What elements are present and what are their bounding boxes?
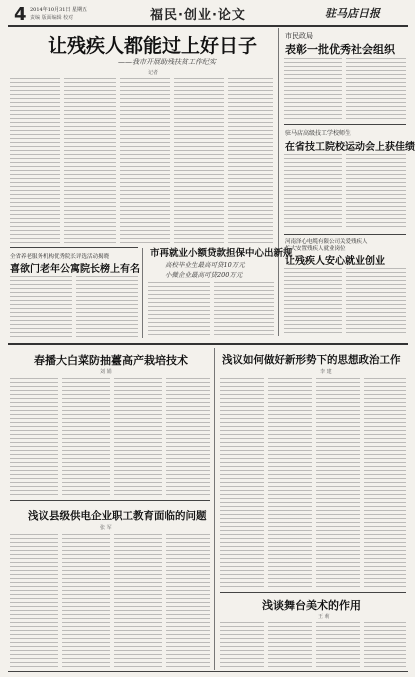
right-mid-body-2	[346, 154, 406, 230]
left-mid-kicker: 全省养老服务机构优秀院长评选活动揭晓	[10, 254, 110, 260]
bottom-right-body-4	[364, 622, 406, 668]
bottom-left-title: 浅议县级供电企业职工教育面临的问题	[28, 510, 207, 522]
band-right-title: 浅议如何做好新形势下的思想政治工作	[222, 354, 401, 366]
band-right-byline: 李 建	[320, 369, 332, 375]
band-right-body-1	[220, 378, 264, 588]
mid-divider	[142, 248, 143, 338]
right-low-body-2	[346, 268, 406, 334]
right-rule-2	[284, 234, 406, 235]
right-top-title: 表彰一批优秀社会组织	[285, 43, 395, 56]
newspaper-name: 驻马店日报	[325, 7, 380, 20]
right-mid-body-1	[284, 154, 342, 230]
lead-column-5	[228, 78, 273, 243]
center-mid-sub-1: 高校毕业生最高可贷10万元	[165, 261, 245, 269]
band-right-body-2	[268, 378, 312, 588]
bottom-right-title: 浅谈舞台美术的作用	[262, 599, 361, 612]
left-mid-body-2	[76, 276, 138, 338]
lower-divider	[214, 348, 215, 670]
lead-column-1	[10, 78, 60, 243]
right-rule-1	[284, 124, 406, 125]
band-left-byline: 刘 娟	[100, 369, 112, 375]
left-mid-title: 喜欲门老年公寓院长榜上有名	[10, 264, 140, 275]
band-left-body-1	[10, 378, 58, 496]
bottom-left-body-2	[62, 534, 110, 668]
bottom-left-rule	[10, 500, 210, 501]
header-date: 2014年10月31日 星期五	[30, 7, 88, 13]
center-mid-sub-2: 小微企业最高可贷200万元	[165, 271, 243, 279]
right-mid-title: 在省技工院校运动会上获佳绩	[285, 142, 415, 153]
header-editor: 责编 版面编辑 校对	[30, 15, 74, 21]
lead-subtitle: ——我市开展助残扶贫工作纪实	[118, 58, 216, 66]
right-low-body-1	[284, 268, 342, 334]
center-mid-title: 市再就业小额贷款担保中心出新规	[150, 248, 293, 259]
band-left-body-3	[114, 378, 162, 496]
band-left-title: 春播大白菜防抽薹高产栽培技术	[34, 354, 188, 367]
bottom-right-body-3	[316, 622, 360, 668]
bottom-left-byline: 张 军	[100, 525, 112, 531]
left-mid-rule	[10, 247, 138, 248]
left-mid-body-1	[10, 276, 72, 338]
bottom-right-rule	[220, 592, 406, 593]
lead-title: 让残疾人都能过上好日子	[48, 35, 258, 57]
center-mid-body-1	[148, 282, 210, 338]
right-low-kicker-2: 扩大安置残疾人就业岗位	[285, 246, 346, 252]
bottom-left-body-1	[10, 534, 58, 668]
band-left-body-2	[62, 378, 110, 496]
right-top-kicker: 市民政局	[285, 32, 313, 40]
lead-column-2	[64, 78, 116, 243]
bottom-right-body-1	[220, 622, 264, 668]
band-right-body-3	[316, 378, 360, 588]
right-mid-kicker: 驻马店高级技工学校师生	[285, 130, 352, 137]
bottom-right-body-2	[268, 622, 312, 668]
lead-column-4	[174, 78, 224, 243]
page-header	[0, 0, 415, 34]
center-mid-body-2	[214, 282, 274, 338]
bottom-left-body-4	[166, 534, 210, 668]
bottom-right-byline: 王 莉	[318, 614, 330, 620]
section-title: 福民·创业·论文	[150, 8, 246, 23]
right-top-body-2	[346, 58, 406, 120]
band-right-body-4	[364, 378, 406, 588]
page-number: 4	[14, 4, 27, 25]
lead-byline: 记者	[148, 70, 159, 76]
band-left-body-4	[166, 378, 210, 496]
right-column-divider	[278, 28, 279, 336]
lead-column-3	[120, 78, 170, 243]
bottom-left-body-3	[114, 534, 162, 668]
right-top-body-1	[284, 58, 342, 120]
right-low-kicker: 河南泽心电缆有限公司关爱残疾人	[285, 239, 368, 245]
right-low-title: 让残疾人安心就业创业	[285, 256, 385, 267]
footer-rule	[8, 671, 408, 672]
section-rule	[8, 343, 408, 345]
header-rule	[8, 25, 408, 27]
